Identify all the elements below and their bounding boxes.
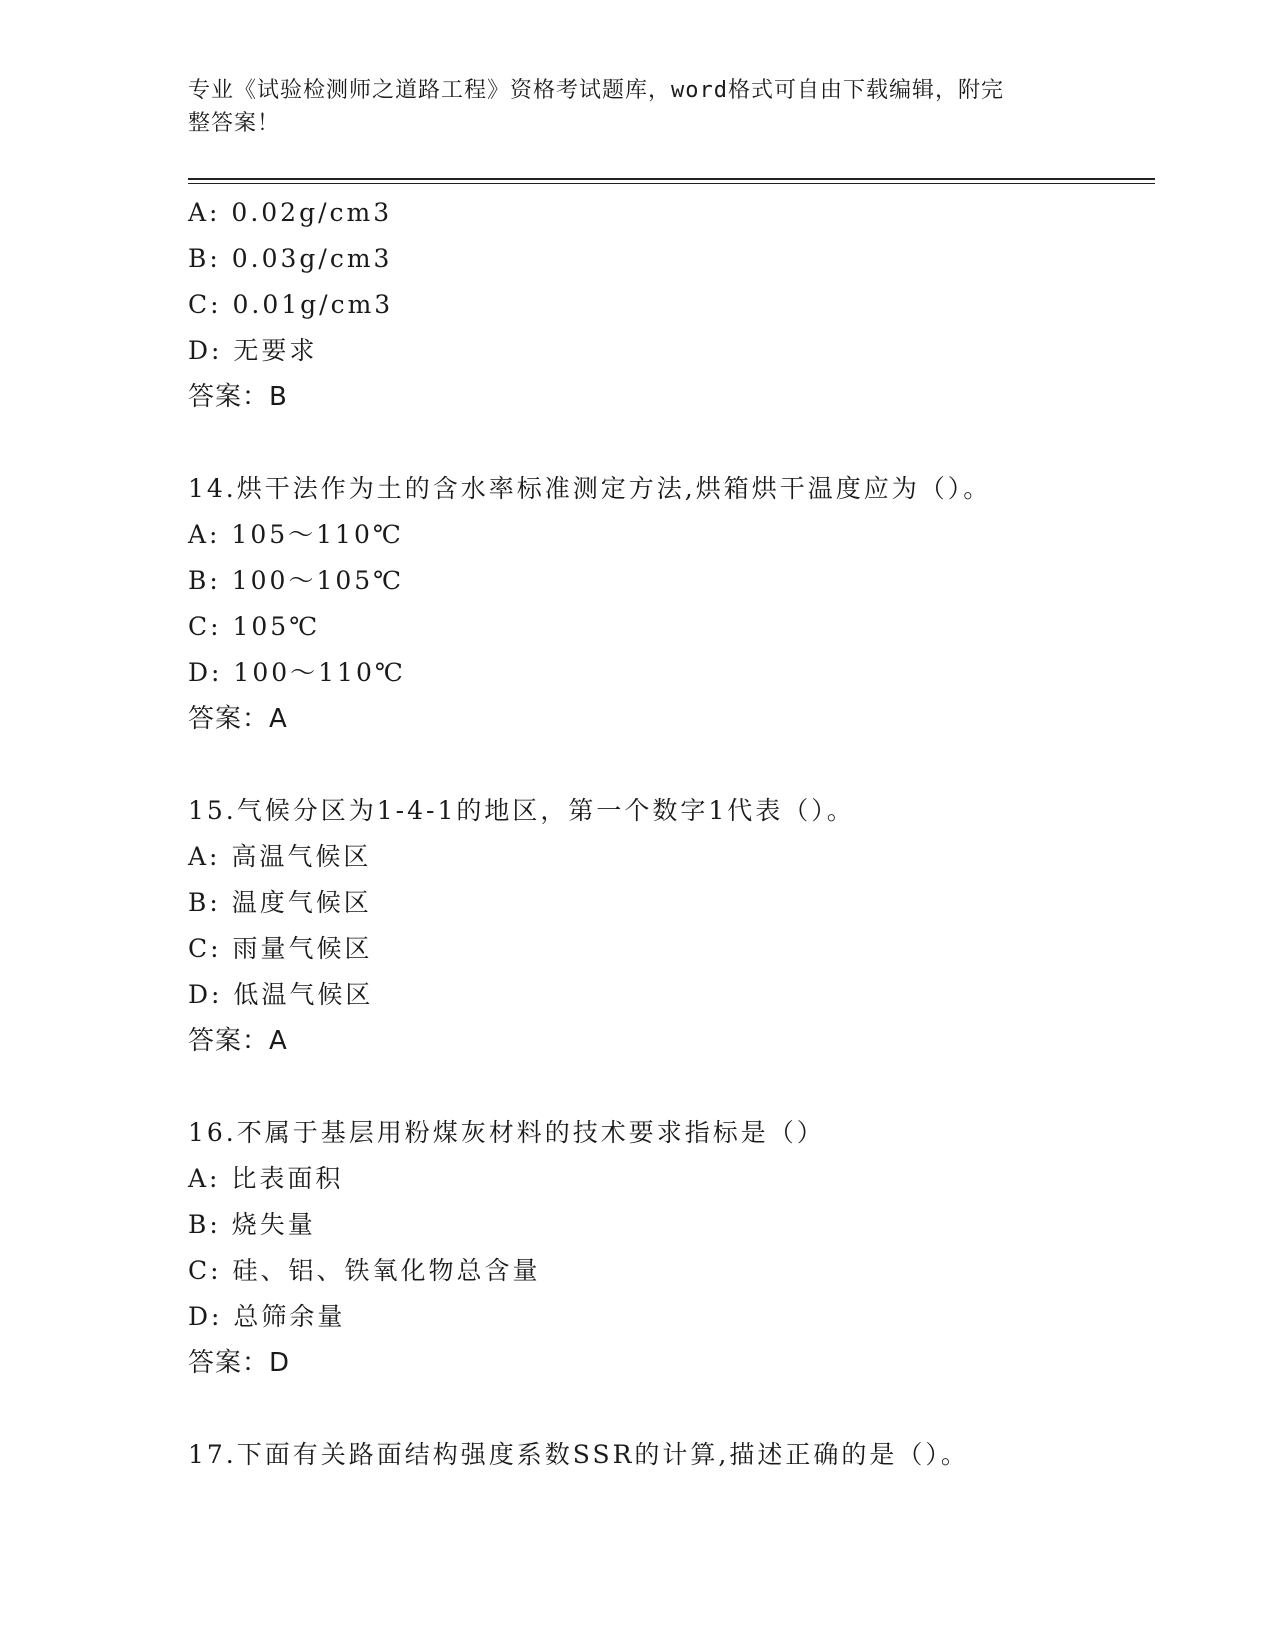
option-a: A: 比表面积 [188,1164,344,1193]
question-list [188,190,1148,1478]
option-a: A: 105～110℃ [188,520,404,549]
header-line-2: 整答案！ [188,111,281,136]
option-d: D: 总筛余量 [188,1302,346,1331]
spacer [188,1064,1148,1110]
option-c: C: 105℃ [188,612,321,641]
answer: 答案：A [188,704,288,734]
option-b: B: 烧失量 [188,1210,316,1239]
option-c: C: 雨量气候区 [188,934,373,963]
header-rule-thin [188,183,1155,184]
question-text: 16.不属于基层用粉煤灰材料的技术要求指标是（） [188,1118,825,1147]
question-15 [188,788,1148,1064]
header-rule-thick [188,178,1155,180]
option-b: B: 0.03g/cm3 [188,244,393,273]
question-13 [188,190,1148,420]
answer: 答案：A [188,1026,288,1056]
option-d: D: 低温气候区 [188,980,374,1009]
header-line-1: 专业《试验检测师之道路工程》资格考试题库，word格式可自由下载编辑，附完 [188,78,1004,103]
option-a: A: 0.02g/cm3 [188,198,393,227]
question-text: 17.下面有关路面结构强度系数SSR的计算,描述正确的是（）。 [188,1440,969,1469]
question-17 [188,1432,1148,1478]
spacer [188,420,1148,466]
question-14 [188,466,1148,742]
document-header [188,74,1088,140]
question-text: 14.烘干法作为土的含水率标准测定方法,烘箱烘干温度应为（）。 [188,474,992,503]
option-c: C: 硅、铝、铁氧化物总含量 [188,1256,541,1285]
option-d: D: 100～110℃ [188,658,406,687]
answer: 答案：D [188,1348,291,1378]
option-a: A: 高温气候区 [188,842,372,871]
option-b: B: 温度气候区 [188,888,372,917]
spacer [188,742,1148,788]
question-16 [188,1110,1148,1386]
option-c: C: 0.01g/cm3 [188,290,394,319]
spacer [188,1386,1148,1432]
question-text: 15.气候分区为1-4-1的地区，第一个数字1代表（）。 [188,796,855,825]
option-d: D: 无要求 [188,336,318,365]
answer: 答案：B [188,382,288,412]
option-b: B: 100～105℃ [188,566,405,595]
